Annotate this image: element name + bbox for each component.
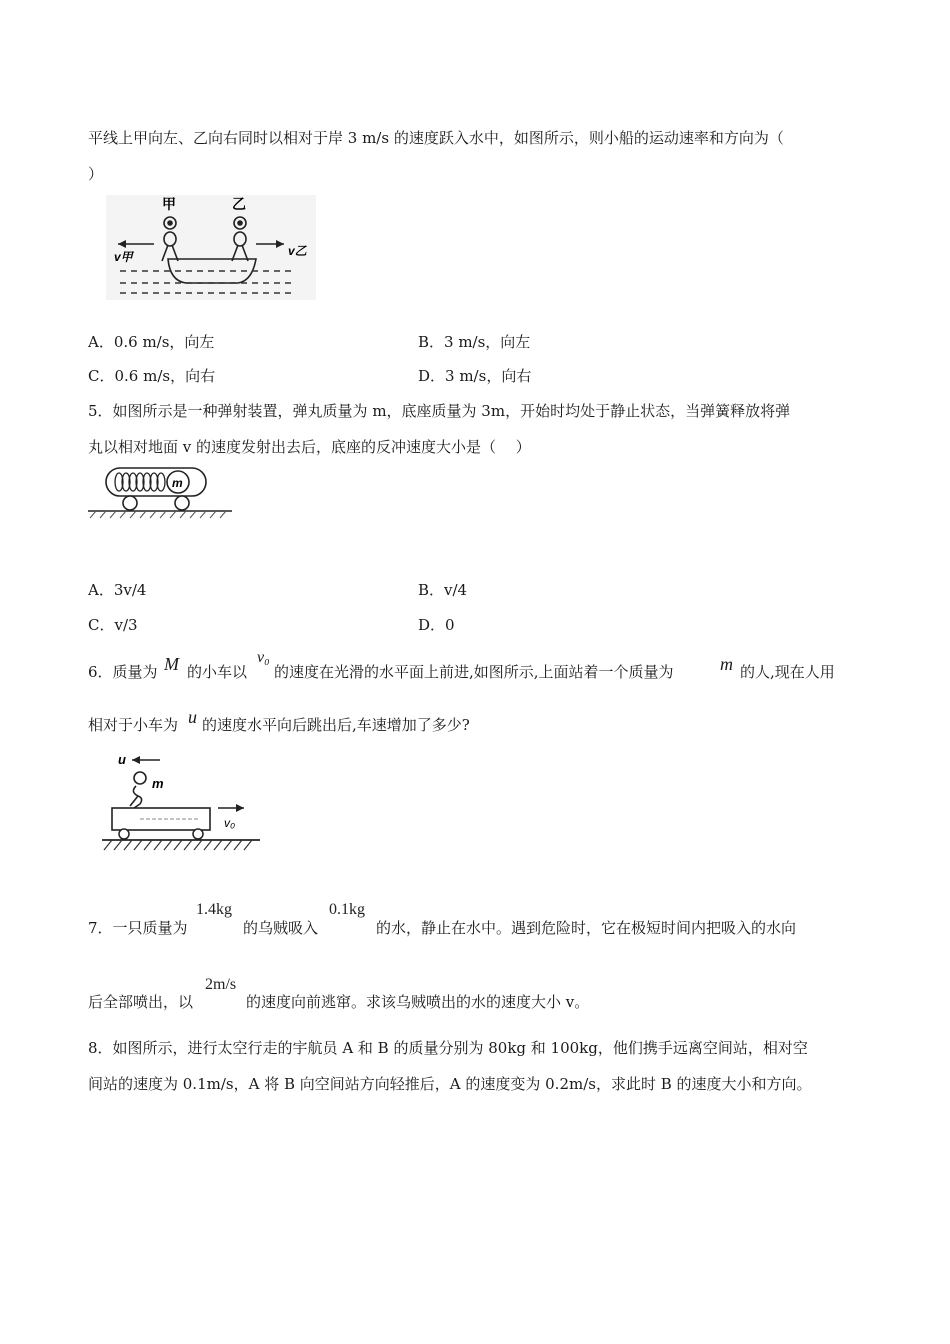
q8-text-line1: 8．如图所示，进行太空行走的宇航员 A 和 B 的质量分别为 80kg 和 100kg，他们携手远离空间站，相对空 (88, 1039, 808, 1057)
q6-symbol-u: u (188, 707, 197, 727)
q5-spring-launcher-figure (86, 462, 234, 522)
label-jia: 甲 (162, 196, 176, 212)
launcher-body (106, 468, 206, 496)
q6-text-part1: 6．质量为 (88, 663, 158, 681)
q6-text-line2b: 的速度水平向后跳出后,车速增加了多少? (202, 716, 470, 734)
q6-text-line2a: 相对于小车为 (88, 716, 179, 734)
q4-text-line1: 平线上甲向左、乙向右同时以相对于岸 3 m/s 的速度跃入水中，如图所示，则小船的运动速率和方向为（ (88, 129, 784, 147)
q5-text-line1: 5．如图所示是一种弹射装置，弹丸质量为 m，底座质量为 3m，开始时均处于静止状态，当弹簧释放将弹 (88, 402, 791, 420)
q7-text-part3: 的水，静止在水中。遇到危险时，它在极短时间内把吸入的水向 (376, 919, 797, 937)
wheel-right (175, 496, 189, 510)
q7-text-part2: 的乌贼吸入 (243, 919, 319, 937)
q4-boat-figure (106, 195, 316, 300)
q7-mass-water: 0.1kg (329, 901, 365, 918)
q4-option-a: A．0.6 m/s，向左 (88, 333, 215, 351)
q5-text-line2: 丸以相对地面 v 的速度发射出去后，底座的反冲速度大小是（ ） (88, 438, 531, 456)
q6-symbol-m: m (720, 654, 733, 674)
q4-option-c: C．0.6 m/s，向右 (88, 367, 216, 385)
label-v0: v₀ (224, 816, 236, 830)
q6-text-part4: 的人,现在人用 (740, 663, 835, 681)
q6-symbol-v0: v₀ (257, 649, 270, 666)
q7-text-line2b: 的速度向前逃窜。求该乌贼喷出的水的速度大小 v。 (246, 993, 590, 1011)
q4-option-d: D．3 m/s，向右 (418, 367, 532, 385)
label-u: u (118, 752, 126, 767)
label-pellet-m: m (172, 476, 183, 490)
q5-option-d: D．0 (418, 616, 455, 634)
q7-text-part1: 7．一只质量为 (88, 919, 188, 937)
q6-cart-figure (100, 748, 265, 856)
spring (115, 473, 165, 491)
label-person-m: m (152, 776, 164, 791)
cart-wheel-right (193, 829, 203, 839)
cart-wheel-left (119, 829, 129, 839)
label-v-yi: v乙 (288, 244, 307, 258)
q5-option-a: A．3v/4 (88, 581, 147, 599)
label-yi: 乙 (232, 196, 246, 212)
q7-mass-squid: 1.4kg (196, 901, 232, 918)
q6-text-part2: 的小车以 (187, 663, 248, 681)
q6-symbol-M: M (164, 654, 179, 674)
q4-text-line2: ） (88, 165, 104, 183)
label-v-jia: v甲 (114, 250, 133, 264)
q8-text-line2: 间站的速度为 0.1m/s，A 将 B 向空间站方向轻推后，A 的速度变为 0.2m/s，求此时 B 的速度大小和方向。 (88, 1075, 812, 1093)
q6-text-part3: 的速度在光滑的水平面上前进,如图所示,上面站着一个质量为 (274, 663, 674, 681)
q4-option-b: B．3 m/s，向左 (418, 333, 531, 351)
wheel-left (123, 496, 137, 510)
person-figure (130, 772, 146, 808)
q7-speed: 2m/s (205, 976, 237, 993)
q7-text-line2a: 后全部喷出，以 (88, 993, 194, 1011)
q5-option-b: B．v/4 (418, 581, 468, 599)
q5-option-c: C．v/3 (88, 616, 138, 634)
